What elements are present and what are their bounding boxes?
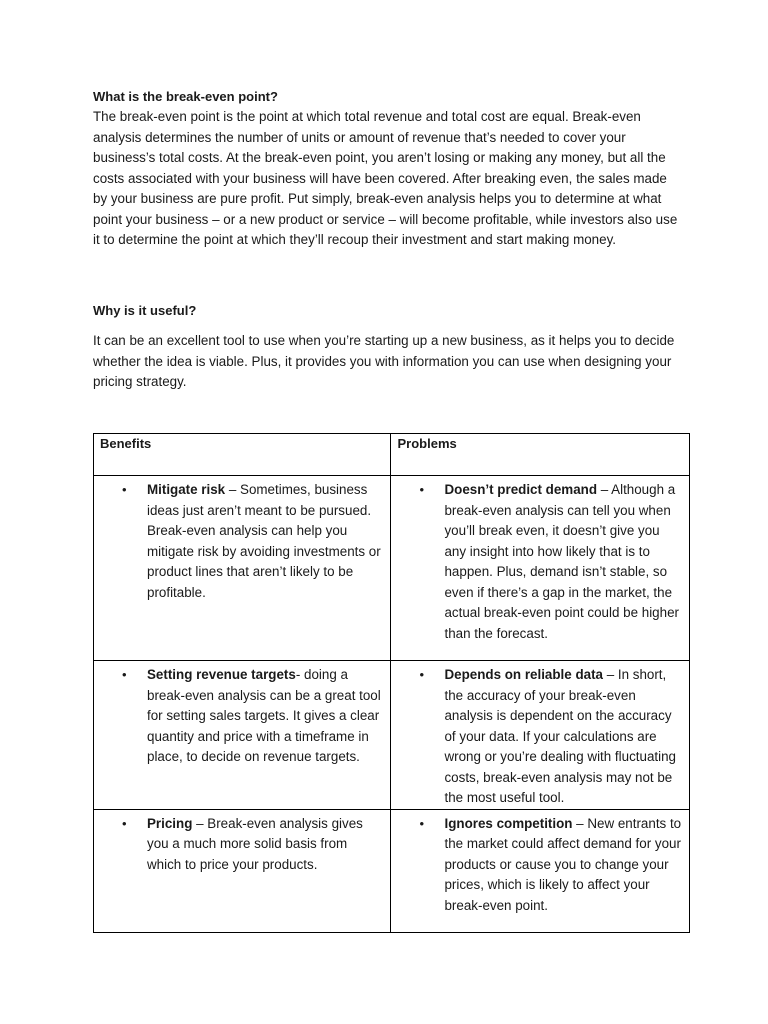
header-problems: Problems — [391, 434, 690, 476]
problem-text: – New entrants to the market could affect demand for your products or cause you to change your prices, which is likely to affect your break-even point. — [444, 815, 682, 913]
table-header-row — [94, 434, 690, 476]
bullet-icon: • — [122, 482, 127, 497]
table-row — [94, 661, 690, 810]
problem-cell — [391, 476, 690, 661]
bullet-icon: • — [122, 815, 127, 831]
bullet-icon: • — [419, 667, 425, 682]
benefit-cell — [94, 661, 391, 810]
bullet-icon: • — [419, 482, 425, 497]
benefit-text: - doing a break-even analysis can be a great tool for setting sales targets. It gives a clear quantity and price with a timeframe in place, to decide on revenue targets. — [147, 667, 381, 764]
header-benefits: Benefits — [94, 434, 391, 476]
table-row — [94, 476, 690, 661]
problem-title: Depends on reliable data — [444, 667, 603, 682]
paragraph-why-useful: It can be an excellent tool to use when you’re starting up a new business, as it helps you to decide whether the idea is viable. Plus, it provides you with information you can use when designing your pricing strategy. — [93, 333, 675, 389]
problem-text: – In short, the accuracy of your break-even analysis is dependent on the accuracy of your data. If your calculations are wrong or you’re dealing with fluctuating costs, break-even analysis may not be the most useful tool. — [444, 667, 676, 805]
bullet-icon: • — [122, 667, 127, 682]
paragraph-break-even-definition: The break-even point is the point at which total revenue and total cost are equal. Break-even analysis determines the number of units or amount of revenue that’s needed to cover your business’s total costs. At the break-even point, you aren’t losing or making any money, but all the costs associated with your business will have been covered. After breaking even, the sales made by your business are pure profit. Put simply, break-even analysis helps you to determine at what point your business – or a new product or service – will become profitable, while investors also use it to determine the point at which they’ll recoup their investment and start making money. — [93, 109, 678, 247]
heading-why-useful: Why is it useful? — [93, 303, 197, 318]
benefit-text: – Sometimes, business ideas just aren’t meant to be pursued. Break-even analysis can help you mitigate risk by avoiding investments or product lines that aren’t likely to be profitable. — [147, 482, 381, 600]
benefits-problems-table — [93, 433, 690, 933]
table-row — [94, 809, 690, 932]
problem-cell — [391, 661, 690, 810]
benefit-cell — [94, 476, 391, 661]
problem-cell — [391, 809, 690, 932]
problem-title: Doesn’t predict demand — [444, 482, 598, 497]
benefit-title: Pricing — [147, 815, 193, 831]
benefit-title: Mitigate risk — [147, 482, 226, 497]
benefit-title: Setting revenue targets — [147, 667, 296, 682]
bullet-icon: • — [419, 815, 425, 831]
benefit-cell — [94, 809, 391, 932]
benefit-text: – Break-even analysis gives you a much more solid basis from which to price your products. — [147, 815, 363, 872]
problem-title: Ignores competition — [444, 815, 573, 831]
problem-text: – Although a break-even analysis can tell you when you’ll break even, it doesn’t give you any insight into how likely that is to happen. Plus, demand isn’t stable, so even if there’s a gap in the market, the actual break-even point could be higher than the forecast. — [444, 482, 679, 641]
heading-break-even-point: What is the break-even point? — [93, 89, 278, 104]
